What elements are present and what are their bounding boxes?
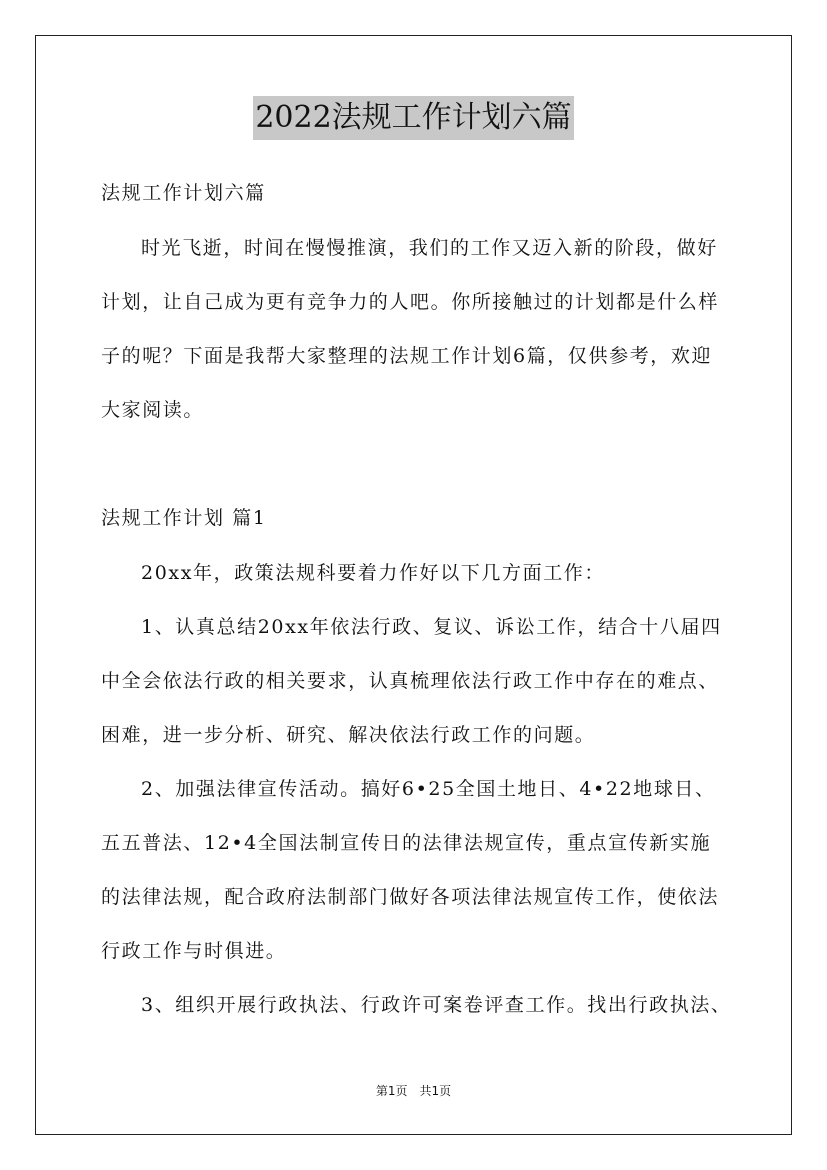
- intro-line-1: 时光飞逝，时间在慢慢推演，我们的工作又迈入新的阶段，做好: [141, 237, 718, 259]
- body-line-6: 五五普法、12•4全国法制宣传日的法律法规宣传，重点宣传新实施: [101, 832, 712, 854]
- body-line-8: 行政工作与时俱进。: [101, 940, 287, 962]
- body-line-7: 的法律法规，配合政府法制部门做好各项法律法规宣传工作，使依法: [101, 886, 720, 908]
- intro-line-3: 子的呢？下面是我帮大家整理的法规工作计划6篇，仅供参考，欢迎: [101, 345, 713, 367]
- body-line-3: 中全会依法行政的相关要求，认真梳理依法行政工作中存在的难点、: [101, 670, 720, 692]
- title-container: [0, 96, 827, 140]
- intro-line-4: 大家阅读。: [101, 399, 205, 421]
- body-line-9: 3、组织开展行政执法、行政许可案卷评查工作。找出行政执法、: [141, 994, 732, 1016]
- document-title: 2022法规工作计划六篇: [253, 96, 573, 140]
- body-line-5: 2、加强法律宣传活动。搞好6•25全国土地日、4•22地球日、: [141, 778, 716, 800]
- section-heading: 法规工作计划 篇1: [101, 507, 267, 529]
- body-line-4: 困难，进一步分析、研究、解决依法行政工作的问题。: [101, 724, 596, 746]
- intro-line-2: 计划，让自己成为更有竞争力的人吧。你所接触过的计划都是什么样: [101, 291, 720, 313]
- page-footer: 第1页 共1页: [375, 1084, 452, 1098]
- body-line-2: 1、认真总结20xx年依法行政、复议、诉讼工作，结合十八届四: [141, 616, 722, 638]
- body-line-1: 20xx年，政策法规科要着力作好以下几方面工作：: [141, 562, 606, 584]
- document-subtitle: 法规工作计划六篇: [101, 182, 266, 204]
